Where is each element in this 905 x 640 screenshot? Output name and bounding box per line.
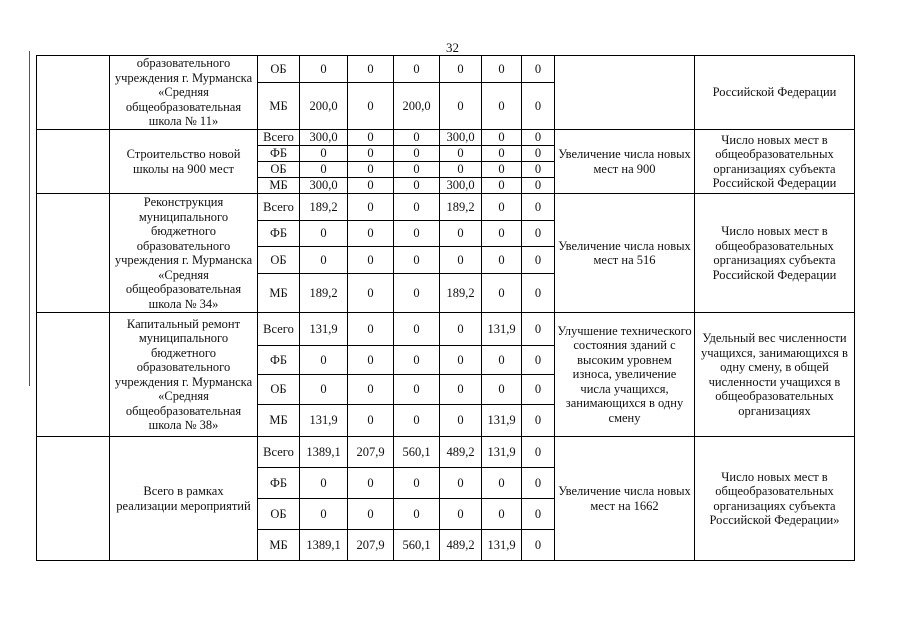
value-cell: 0 — [348, 468, 394, 499]
source-cell: ОБ — [258, 499, 300, 530]
expected-result: Увеличение числа новых мест на 1662 — [555, 437, 695, 561]
table-row — [37, 437, 855, 468]
value-cell: 0 — [440, 405, 482, 437]
indicator-cell: Число новых мест в общеобразовательных организациях субъекта Российской Федерации» — [695, 437, 855, 561]
value-cell: 0 — [482, 346, 522, 375]
value-cell: 0 — [482, 468, 522, 499]
blank-cell — [37, 56, 110, 130]
value-cell: 0 — [394, 56, 440, 83]
value-cell: 0 — [348, 162, 394, 178]
activity-name: Строительство новой школы на 900 мест — [110, 130, 258, 194]
value-cell: 0 — [440, 313, 482, 346]
value-cell: 0 — [522, 194, 555, 221]
source-cell: ОБ — [258, 162, 300, 178]
source-cell: МБ — [258, 178, 300, 194]
value-cell: 0 — [394, 346, 440, 375]
value-cell: 300,0 — [300, 130, 348, 146]
value-cell: 0 — [348, 221, 394, 247]
value-cell: 131,9 — [300, 405, 348, 437]
value-cell: 131,9 — [482, 530, 522, 561]
value-cell: 0 — [394, 313, 440, 346]
indicator-cell: Число новых мест в общеобразовательных организациях субъекта Российской Федерации — [695, 130, 855, 194]
value-cell: 0 — [348, 56, 394, 83]
value-cell: 0 — [522, 346, 555, 375]
value-cell: 0 — [300, 375, 348, 405]
value-cell: 0 — [482, 194, 522, 221]
value-cell: 131,9 — [482, 405, 522, 437]
value-cell: 0 — [482, 247, 522, 274]
table-row — [37, 130, 855, 146]
value-cell: 0 — [348, 146, 394, 162]
left-edge-line — [29, 51, 30, 386]
value-cell: 207,9 — [348, 437, 394, 468]
value-cell: 0 — [300, 146, 348, 162]
value-cell: 0 — [522, 56, 555, 83]
value-cell: 0 — [348, 346, 394, 375]
value-cell: 0 — [522, 178, 555, 194]
source-cell: ОБ — [258, 247, 300, 274]
value-cell: 0 — [348, 313, 394, 346]
value-cell: 0 — [300, 247, 348, 274]
value-cell: 300,0 — [300, 178, 348, 194]
value-cell: 300,0 — [440, 130, 482, 146]
value-cell: 0 — [440, 221, 482, 247]
value-cell: 200,0 — [300, 83, 348, 130]
blank-cell — [37, 313, 110, 437]
source-cell: ОБ — [258, 56, 300, 83]
value-cell: 0 — [482, 146, 522, 162]
source-cell: ОБ — [258, 375, 300, 405]
value-cell: 0 — [394, 146, 440, 162]
value-cell: 489,2 — [440, 437, 482, 468]
value-cell: 131,9 — [482, 313, 522, 346]
source-cell: МБ — [258, 274, 300, 313]
activity-name: Всего в рамках реализации мероприятий — [110, 437, 258, 561]
value-cell: 0 — [482, 162, 522, 178]
value-cell: 0 — [522, 499, 555, 530]
value-cell: 0 — [440, 83, 482, 130]
source-cell: ФБ — [258, 146, 300, 162]
value-cell: 0 — [522, 313, 555, 346]
value-cell: 0 — [522, 274, 555, 313]
source-cell: ФБ — [258, 468, 300, 499]
indicator-cell: Российской Федерации — [695, 56, 855, 130]
blank-cell — [37, 437, 110, 561]
activity-name: Реконструкция муниципального бюджетного образовательного учреждения г. Мурманска «Средняя общеобразовательная школа № 34» — [110, 194, 258, 313]
value-cell: 0 — [394, 178, 440, 194]
source-cell: Всего — [258, 437, 300, 468]
source-cell: Всего — [258, 313, 300, 346]
value-cell: 0 — [394, 247, 440, 274]
value-cell: 0 — [300, 162, 348, 178]
activity-name: Капитальный ремонт муниципального бюджетного образовательного учреждения г. Мурманска «Средняя общеобразовательная школа № 38» — [110, 313, 258, 437]
source-cell: МБ — [258, 530, 300, 561]
value-cell: 0 — [300, 221, 348, 247]
value-cell: 131,9 — [482, 437, 522, 468]
value-cell: 0 — [300, 56, 348, 83]
value-cell: 0 — [522, 468, 555, 499]
value-cell: 0 — [440, 375, 482, 405]
value-cell: 189,2 — [300, 194, 348, 221]
value-cell: 200,0 — [394, 83, 440, 130]
value-cell: 0 — [394, 499, 440, 530]
table-row — [37, 56, 855, 83]
program-table — [36, 55, 855, 561]
value-cell: 0 — [522, 437, 555, 468]
source-cell: МБ — [258, 405, 300, 437]
value-cell: 0 — [348, 375, 394, 405]
value-cell: 0 — [482, 274, 522, 313]
value-cell: 560,1 — [394, 437, 440, 468]
value-cell: 0 — [482, 130, 522, 146]
table-row — [37, 194, 855, 221]
value-cell: 0 — [348, 130, 394, 146]
value-cell: 0 — [300, 468, 348, 499]
value-cell: 0 — [394, 375, 440, 405]
value-cell: 0 — [394, 274, 440, 313]
value-cell: 0 — [348, 499, 394, 530]
value-cell: 0 — [482, 178, 522, 194]
source-cell: ФБ — [258, 221, 300, 247]
value-cell: 0 — [440, 247, 482, 274]
value-cell: 0 — [394, 162, 440, 178]
value-cell: 0 — [440, 499, 482, 530]
value-cell: 0 — [522, 530, 555, 561]
value-cell: 0 — [348, 194, 394, 221]
value-cell: 560,1 — [394, 530, 440, 561]
value-cell: 0 — [348, 405, 394, 437]
expected-result: Увеличение числа новых мест на 900 — [555, 130, 695, 194]
value-cell: 0 — [394, 130, 440, 146]
value-cell: 0 — [482, 221, 522, 247]
value-cell: 0 — [522, 221, 555, 247]
page-number: 32 — [446, 40, 459, 55]
value-cell: 1389,1 — [300, 530, 348, 561]
value-cell: 0 — [348, 274, 394, 313]
source-cell: МБ — [258, 83, 300, 130]
value-cell: 0 — [440, 468, 482, 499]
source-cell: Всего — [258, 130, 300, 146]
table-row — [37, 313, 855, 346]
value-cell: 0 — [522, 130, 555, 146]
source-cell: ФБ — [258, 346, 300, 375]
expected-result — [555, 56, 695, 130]
value-cell: 0 — [394, 468, 440, 499]
value-cell: 0 — [522, 162, 555, 178]
value-cell: 189,2 — [300, 274, 348, 313]
blank-cell — [37, 130, 110, 194]
value-cell: 0 — [394, 221, 440, 247]
value-cell: 0 — [348, 247, 394, 274]
indicator-cell: Удельный вес численности учащихся, занимающихся в одну смену, в общей численности учащихся в общеобразовательных организациях — [695, 313, 855, 437]
value-cell: 131,9 — [300, 313, 348, 346]
expected-result: Улучшение технического состояния зданий с высоким уровнем износа, увеличение числа учащихся, занимающихся в одну смену — [555, 313, 695, 437]
value-cell: 0 — [300, 346, 348, 375]
value-cell: 189,2 — [440, 274, 482, 313]
value-cell: 0 — [300, 499, 348, 530]
value-cell: 0 — [482, 83, 522, 130]
value-cell: 0 — [440, 346, 482, 375]
value-cell: 0 — [522, 247, 555, 274]
value-cell: 1389,1 — [300, 437, 348, 468]
value-cell: 0 — [482, 375, 522, 405]
value-cell: 0 — [394, 194, 440, 221]
value-cell: 0 — [394, 405, 440, 437]
value-cell: 189,2 — [440, 194, 482, 221]
value-cell: 207,9 — [348, 530, 394, 561]
value-cell: 0 — [522, 405, 555, 437]
value-cell: 489,2 — [440, 530, 482, 561]
value-cell: 0 — [348, 178, 394, 194]
value-cell: 0 — [440, 146, 482, 162]
value-cell: 0 — [522, 375, 555, 405]
value-cell: 0 — [522, 146, 555, 162]
expected-result: Увеличение числа новых мест на 516 — [555, 194, 695, 313]
value-cell: 0 — [482, 56, 522, 83]
value-cell: 0 — [348, 83, 394, 130]
source-cell: Всего — [258, 194, 300, 221]
value-cell: 0 — [522, 83, 555, 130]
value-cell: 0 — [440, 162, 482, 178]
value-cell: 300,0 — [440, 178, 482, 194]
indicator-cell: Число новых мест в общеобразовательных организациях субъекта Российской Федерации — [695, 194, 855, 313]
activity-name: образовательного учреждения г. Мурманска «Средняя общеобразовательная школа № 11» — [110, 56, 258, 130]
value-cell: 0 — [482, 499, 522, 530]
blank-cell — [37, 194, 110, 313]
value-cell: 0 — [440, 56, 482, 83]
